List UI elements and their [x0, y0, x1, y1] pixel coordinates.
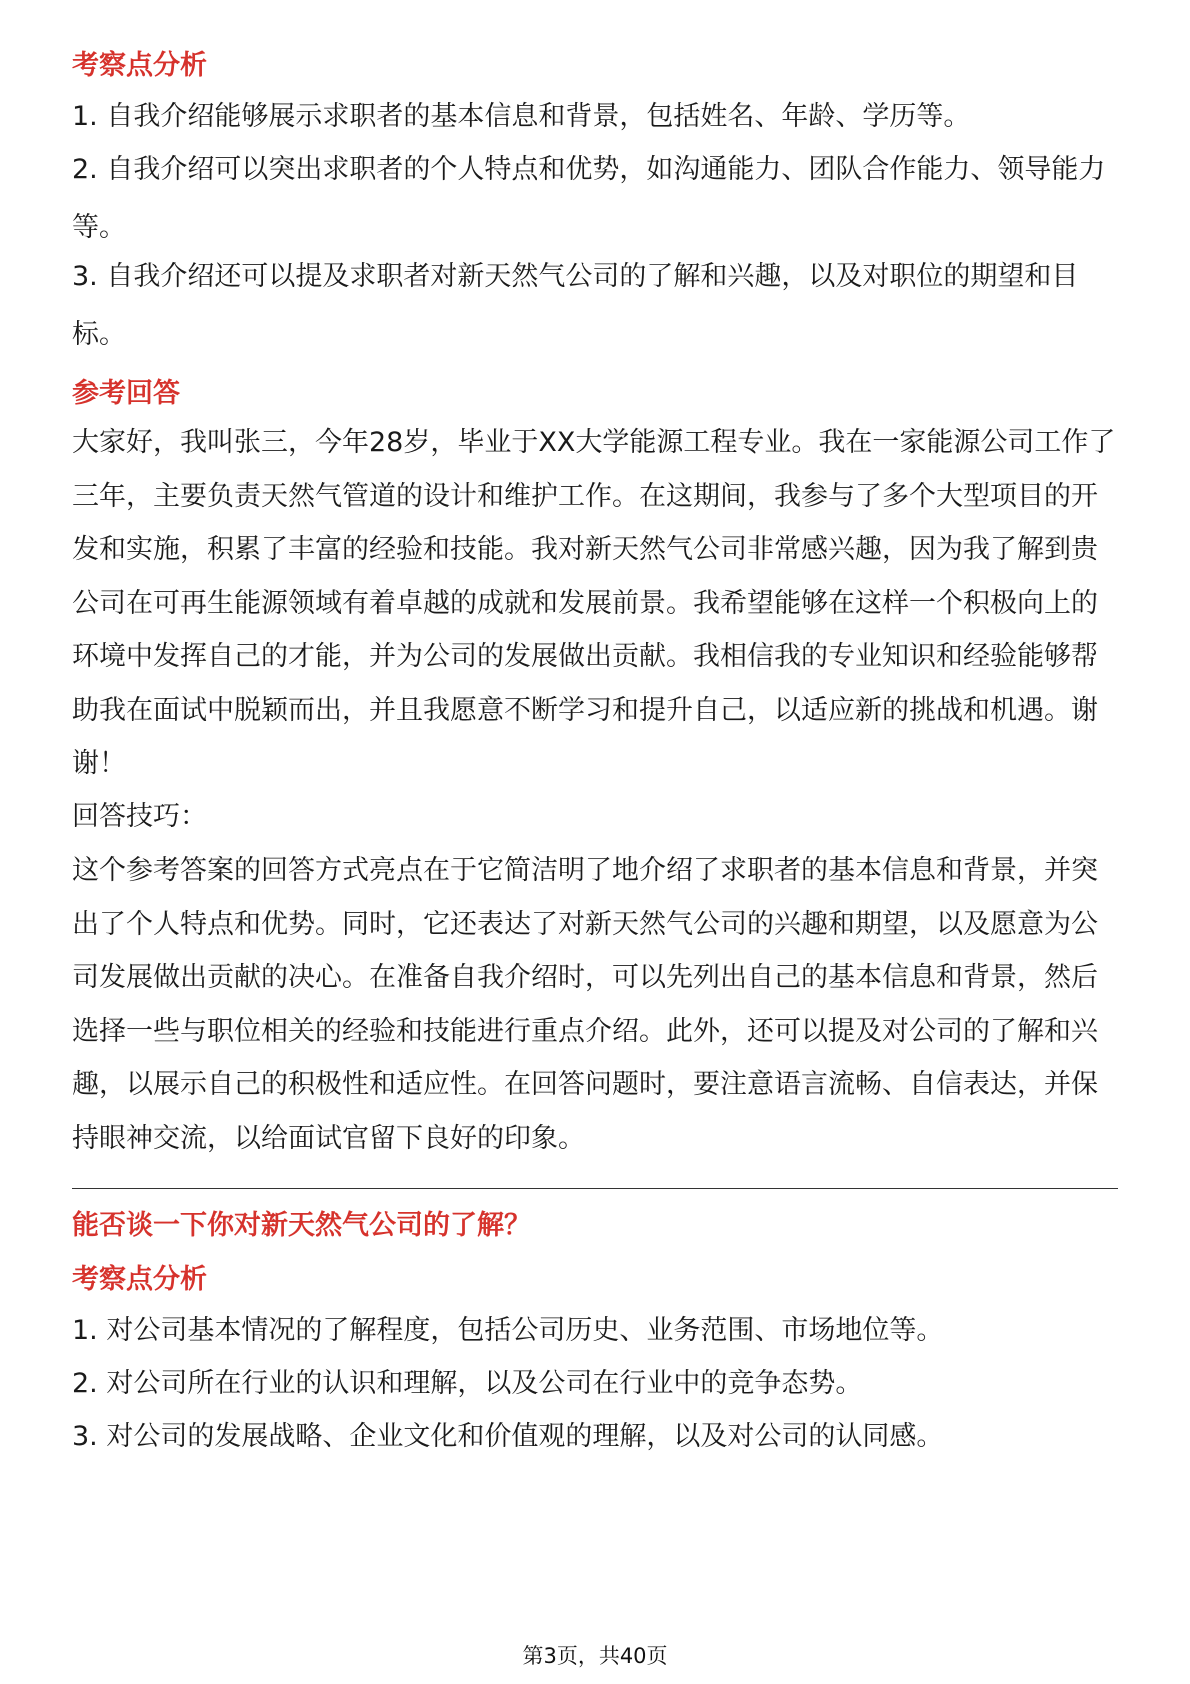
section-divider — [72, 1188, 1118, 1189]
section-heading-reference-answer: 参考回答 — [72, 378, 180, 409]
analysis2-item-3: 3. 对公司的发展战略、企业文化和价值观的理解，以及对公司的认同感。 — [72, 1421, 944, 1452]
analysis2-item-2: 2. 对公司所在行业的认识和理解，以及公司在行业中的竞争态势。 — [72, 1368, 863, 1399]
reference-answer: 大家好，我叫张三，今年28岁，毕业于XX大学能源工程专业。我在一家能源公司工作了三年，主要负责天然气管道的设计和维护工作。在这期间，我参与了多个大型项目的开发和实施，积累了丰富的经验和技能。我对新天然气公司非常感兴趣，因为我了解到贵公司在可再生能源领域有着卓越的成就和发展前景。我希望能够在这样一个积极向上的环境中发挥自己的才能，并为公司的发展做出贡献。我相信我的专业知识和经验能够帮助我在面试中脱颖而出，并且我愿意不断学习和提升自己，以适应新的挑战和机遇。谢谢！ — [72, 427, 1116, 779]
analysis-item-3: 3. 自我介绍还可以提及求职者对新天然气公司的了解和兴趣，以及对职位的期望和目标。 — [72, 261, 1079, 350]
answer-tips: 这个参考答案的回答方式亮点在于它简洁明了地介绍了求职者的基本信息和背景，并突出了个人特点和优势。同时，它还表达了对新天然气公司的兴趣和期望，以及愿意为公司发展做出贡献的决心。在准备自我介绍时，可以先列出自己的基本信息和背景，然后选择一些与职位相关的经验和技能进行重点介绍。此外，还可以提及对公司的了解和兴趣，以展示自己的积极性和适应性。在回答问题时，要注意语言流畅、自信表达，并保持眼神交流，以给面试官留下良好的印象。 — [72, 855, 1098, 1154]
section-heading-analysis-2: 考察点分析 — [72, 1264, 207, 1295]
analysis-item-1: 1. 自我介绍能够展示求职者的基本信息和背景，包括姓名、年龄、学历等。 — [72, 101, 971, 132]
tips-label: 回答技巧： — [72, 801, 207, 832]
question-title: 能否谈一下你对新天然气公司的了解？ — [72, 1210, 531, 1241]
page-number: 第3页，共40页 — [522, 1644, 668, 1668]
analysis2-item-1: 1. 对公司基本情况的了解程度，包括公司历史、业务范围、市场地位等。 — [72, 1315, 944, 1346]
analysis-item-2: 2. 自我介绍可以突出求职者的个人特点和优势，如沟通能力、团队合作能力、领导能力等。 — [72, 154, 1106, 243]
section-heading-analysis: 考察点分析 — [72, 50, 207, 81]
